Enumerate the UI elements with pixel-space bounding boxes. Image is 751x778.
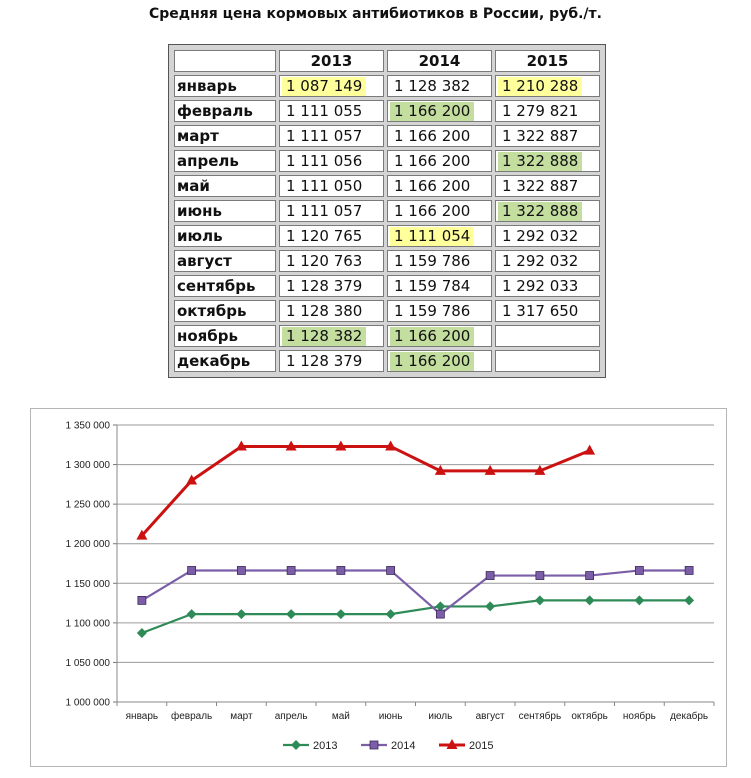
data-point [685, 566, 693, 574]
price-cell-2015 [495, 75, 600, 97]
price-cell-2014 [387, 75, 492, 97]
data-point [137, 628, 147, 638]
data-point [237, 566, 245, 574]
price-cell-2014 [387, 250, 492, 272]
table-row [174, 75, 600, 97]
price-value: 1 322 888 [498, 202, 582, 221]
table-corner-cell [174, 50, 276, 72]
data-point [337, 566, 345, 574]
x-tick-label: сентябрь [518, 711, 562, 722]
y-tick-label: 1 050 000 [65, 657, 110, 669]
x-tick-label: январь [125, 711, 159, 722]
column-header-2014: 2014 [387, 50, 492, 72]
price-value: 1 111 057 [286, 202, 363, 220]
price-value: 1 210 288 [498, 77, 582, 96]
data-point [187, 609, 197, 619]
y-tick-label: 1 150 000 [65, 578, 110, 590]
price-cell-2013 [279, 100, 384, 122]
table-header-row [174, 50, 600, 72]
row-month-label: март [174, 125, 276, 147]
price-value: 1 128 382 [282, 327, 366, 346]
price-cell-2013 [279, 75, 384, 97]
data-point [336, 609, 346, 619]
x-tick-label: июль [428, 711, 453, 722]
price-cell-2015 [495, 300, 600, 322]
table-row [174, 275, 600, 297]
column-header-2015: 2015 [495, 50, 600, 72]
table-row [174, 150, 600, 172]
price-value: 1 166 200 [394, 202, 471, 220]
table-row [174, 300, 600, 322]
row-month-label: апрель [174, 150, 276, 172]
y-tick-label: 1 250 000 [65, 499, 110, 511]
row-month-label: ноябрь [174, 325, 276, 347]
row-month-label: июль [174, 225, 276, 247]
table-row [174, 200, 600, 222]
x-tick-label: июнь [378, 711, 403, 722]
data-point [536, 572, 544, 580]
x-tick-label: декабрь [670, 711, 709, 722]
data-point [584, 445, 595, 455]
price-value: 1 322 887 [502, 177, 579, 195]
y-tick-label: 1 000 000 [65, 697, 110, 709]
price-cell-2014 [387, 100, 492, 122]
price-value: 1 111 054 [390, 227, 474, 246]
row-month-label: сентябрь [174, 275, 276, 297]
price-cell-2015 [495, 350, 600, 372]
price-value: 1 317 650 [502, 302, 579, 320]
price-value: 1 166 200 [394, 127, 471, 145]
table-row [174, 250, 600, 272]
price-line-chart [30, 408, 727, 767]
price-cell-2013 [279, 175, 384, 197]
price-cell-2014 [387, 150, 492, 172]
data-point [535, 595, 545, 605]
price-cell-2014 [387, 200, 492, 222]
price-cell-2013 [279, 200, 384, 222]
legend-marker-2013 [291, 740, 301, 750]
price-value: 1 279 821 [502, 102, 579, 120]
price-value: 1 087 149 [282, 77, 366, 96]
data-point [486, 572, 494, 580]
table-row [174, 350, 600, 372]
price-cell-2013 [279, 300, 384, 322]
data-point [387, 566, 395, 574]
price-value: 1 128 382 [394, 77, 471, 95]
price-cell-2014 [387, 300, 492, 322]
price-value: 1 166 200 [390, 102, 474, 121]
price-cell-2015 [495, 225, 600, 247]
data-point [684, 595, 694, 605]
price-cell-2015 [495, 125, 600, 147]
price-cell-2013 [279, 275, 384, 297]
price-value: 1 111 056 [286, 152, 363, 170]
price-cell-2015 [495, 200, 600, 222]
column-header-2013: 2013 [279, 50, 384, 72]
price-value: 1 322 887 [502, 127, 579, 145]
data-point [635, 566, 643, 574]
price-cell-2013 [279, 350, 384, 372]
price-value: 1 166 200 [394, 152, 471, 170]
price-value: 1 128 379 [286, 352, 363, 370]
data-point [236, 609, 246, 619]
data-point [138, 596, 146, 604]
price-cell-2015 [495, 100, 600, 122]
price-cell-2014 [387, 275, 492, 297]
price-cell-2014 [387, 350, 492, 372]
data-point [386, 609, 396, 619]
x-tick-label: ноябрь [622, 711, 656, 722]
price-cell-2014 [387, 175, 492, 197]
x-tick-label: октябрь [571, 711, 608, 722]
y-tick-label: 1 100 000 [65, 618, 110, 630]
table-row [174, 125, 600, 147]
table-row [174, 225, 600, 247]
row-month-label: февраль [174, 100, 276, 122]
price-value: 1 128 380 [286, 302, 363, 320]
price-cell-2014 [387, 225, 492, 247]
data-point [586, 572, 594, 580]
row-month-label: декабрь [174, 350, 276, 372]
row-month-label: январь [174, 75, 276, 97]
price-cell-2013 [279, 150, 384, 172]
price-value: 1 128 379 [286, 277, 363, 295]
price-value [498, 352, 506, 371]
price-value: 1 292 032 [502, 252, 579, 270]
price-cell-2014 [387, 325, 492, 347]
data-point [286, 609, 296, 619]
data-point [485, 601, 495, 611]
data-point [436, 610, 444, 618]
price-value [498, 327, 506, 346]
series-line-2015 [142, 446, 590, 535]
price-value: 1 111 055 [286, 102, 363, 120]
price-cell-2015 [495, 175, 600, 197]
price-cell-2013 [279, 225, 384, 247]
table-row [174, 175, 600, 197]
price-cell-2013 [279, 125, 384, 147]
legend-label-2013: 2013 [313, 740, 338, 752]
price-value: 1 159 786 [394, 302, 471, 320]
price-value: 1 159 786 [394, 252, 471, 270]
data-point [634, 595, 644, 605]
page-title: Средняя цена кормовых антибиотиков в России, руб./т. [149, 6, 602, 22]
price-value: 1 292 032 [502, 227, 579, 245]
price-cell-2014 [387, 125, 492, 147]
x-tick-label: май [331, 711, 350, 722]
x-tick-label: апрель [274, 711, 308, 722]
price-value: 1 120 763 [286, 252, 363, 270]
price-table [168, 44, 606, 378]
data-point [585, 595, 595, 605]
price-cell-2015 [495, 275, 600, 297]
y-tick-label: 1 350 000 [65, 420, 110, 432]
price-value: 1 159 784 [394, 277, 471, 295]
legend-marker-2014 [370, 741, 378, 749]
series-line-2013 [142, 600, 689, 633]
price-cell-2013 [279, 325, 384, 347]
x-tick-label: март [230, 711, 253, 722]
legend-label-2015: 2015 [469, 740, 494, 752]
price-value: 1 111 050 [286, 177, 363, 195]
data-point [287, 566, 295, 574]
price-cell-2013 [279, 250, 384, 272]
row-month-label: май [174, 175, 276, 197]
price-value: 1 120 765 [286, 227, 363, 245]
row-month-label: август [174, 250, 276, 272]
price-cell-2015 [495, 325, 600, 347]
chart-svg [31, 409, 726, 766]
y-tick-label: 1 300 000 [65, 460, 110, 472]
table-row [174, 325, 600, 347]
price-value: 1 322 888 [498, 152, 582, 171]
y-tick-label: 1 200 000 [65, 539, 110, 551]
row-month-label: июнь [174, 200, 276, 222]
row-month-label: октябрь [174, 300, 276, 322]
legend-label-2014: 2014 [391, 740, 416, 752]
data-point [188, 566, 196, 574]
price-value: 1 166 200 [394, 177, 471, 195]
price-value: 1 166 200 [390, 352, 474, 371]
price-value: 1 292 033 [502, 277, 579, 295]
price-value: 1 166 200 [390, 327, 474, 346]
table-row [174, 100, 600, 122]
price-cell-2015 [495, 250, 600, 272]
x-tick-label: август [475, 711, 505, 722]
series-line-2014 [142, 570, 689, 614]
price-value: 1 111 057 [286, 127, 363, 145]
x-tick-label: февраль [170, 711, 213, 722]
price-cell-2015 [495, 150, 600, 172]
